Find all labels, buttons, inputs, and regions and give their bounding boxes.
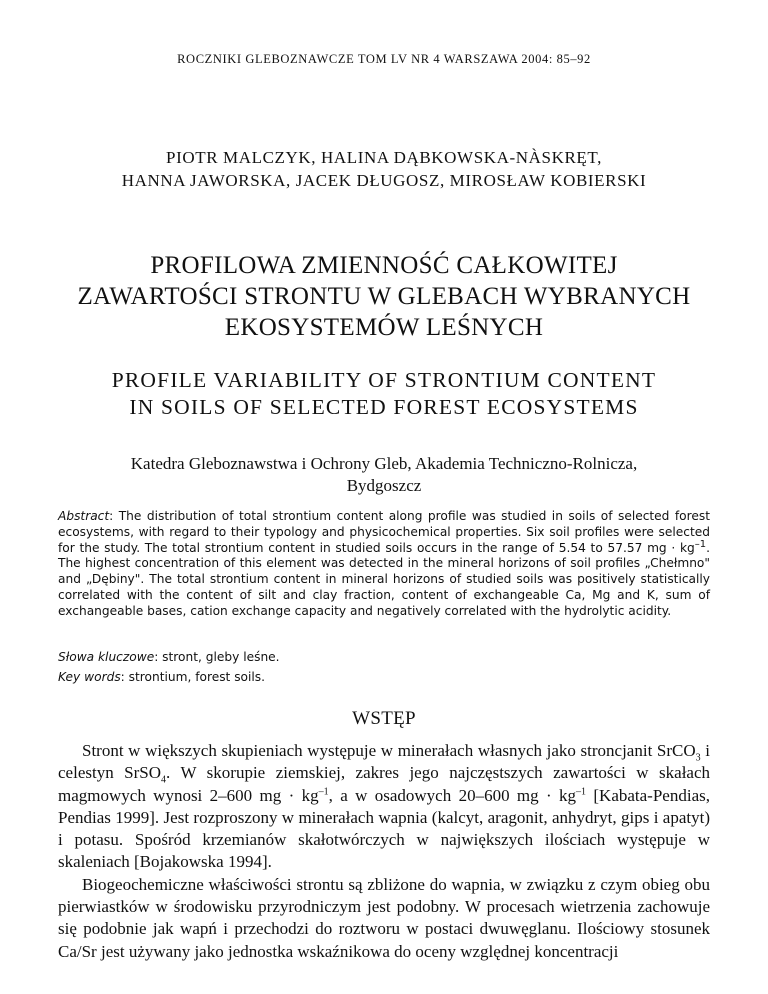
author-line-2: HANNA JAWORSKA, JACEK DŁUGOSZ, MIROSŁAW KOBIERSKI: [121, 171, 647, 190]
keywords-polish-text: : stront, gleby leśne.: [154, 650, 280, 664]
section-heading: WSTĘP: [352, 708, 416, 729]
p1-subscript-2: 4: [161, 774, 167, 786]
p1-text-c: . W skorupie ziemskiej, zakres jego najczęstszych zawartości w skałach magmowych wynosi 2–600 mg · kg: [58, 763, 711, 805]
affiliation: [0, 453, 768, 497]
affiliation-line-1: Katedra Gleboznawstwa i Ochrony Gleb, Akademia Techniczno-Rolnicza,: [130, 454, 638, 473]
polish-title-line-3: EKOSYSTEMÓW LEŚNYCH: [224, 314, 544, 341]
author-list: [0, 146, 768, 192]
paragraph-2: Biogeochemiczne właściwości strontu są zbliżone do wapnia, w związku z czym obieg obu pierwiastków w środowisku przyrodniczym jest podobny. W procesach wietrzenia zachowuje się podobnie jak wapń i przechodzi do roztworu w postaci dwuwęglanu. Ilościowy stosunek Ca/Sr jest używany jako jednostka wskaźnikowa do oceny względnej koncentracji: [58, 874, 710, 961]
paragraph-1: [58, 740, 710, 874]
polish-title: [0, 250, 768, 343]
keywords-english-text: : strontium, forest soils.: [120, 670, 266, 684]
affiliation-line-2: Bydgoszcz: [346, 476, 422, 495]
english-title-line-1: PROFILE VARIABILITY OF STRONTIUM CONTENT: [111, 368, 657, 392]
p1-text-d: , a w osadowych 20–600 mg · kg: [328, 785, 577, 805]
polish-title-line-2: ZAWARTOŚCI STRONTU W GLEBACH WYBRANYCH: [77, 283, 691, 310]
abstract-label: Abstract: [58, 509, 110, 523]
p1-superscript-1: –1: [318, 785, 329, 797]
keywords-english-label: Key words: [58, 670, 121, 684]
abstract: [58, 509, 710, 620]
keywords-polish-label: Słowa kluczowe: [58, 650, 155, 664]
english-title-line-2: IN SOILS OF SELECTED FOREST ECOSYSTEMS: [129, 395, 639, 419]
keywords-english: [58, 669, 710, 685]
p1-text-a: Stront w większych skupieniach występuje w minerałach własnych jako stroncjanit SrCO: [82, 741, 696, 760]
p1-text-b: i celestyn SrSO: [58, 741, 710, 783]
polish-title-line-1: PROFILOWA ZMIENNOŚĆ CAŁKOWITEJ: [150, 252, 618, 279]
body-text: [58, 740, 710, 963]
abstract-text-b: . The highest concentration of this element was detected in the mineral horizons of soil profiles „Chełmno" and „Dębiny". The total strontium content in mineral horizons of studied soils was positively statistically correlated with the content of silt and clay fraction, content of exchangeable Ca, Mg and K, sum of exchangeable bases, cation exchange capacity and negatively correlated with the hydrolytic acidity.: [58, 540, 710, 618]
p1-subscript-1: 3: [695, 752, 701, 764]
running-head: ROCZNIKI GLEBOZNAWCZE TOM LV NR 4 WARSZAWA 2004: 85–92: [177, 52, 591, 66]
abstract-text-a: : The distribution of total strontium content along profile was studied in soils of selected forest ecosystems, with regard to their typology and physicochemical properties. Six soil profiles were selected for the study. The total strontium content in studied soils occurs in the range of 5.54 to 57.57 mg · kg: [58, 509, 710, 555]
keywords-polish: [58, 649, 710, 665]
english-title: [0, 367, 768, 421]
author-line-1: PIOTR MALCZYK, HALINA DĄBKOWSKA-NÀSKRĘT,: [166, 148, 602, 167]
abstract-superscript: –1: [694, 538, 707, 550]
p1-superscript-2: –1: [576, 785, 587, 797]
p1-text-e: [Kabata-Pendias, Pendias 1999]. Jest rozproszony w minerałach wapnia (kalcyt, aragonit, anhydryt, gips i apatyt) i potasu. Spośród krzemianów skałotwórczych w największych ilościach występuje w skaleniach [Bojakowska 1994].: [58, 785, 710, 872]
